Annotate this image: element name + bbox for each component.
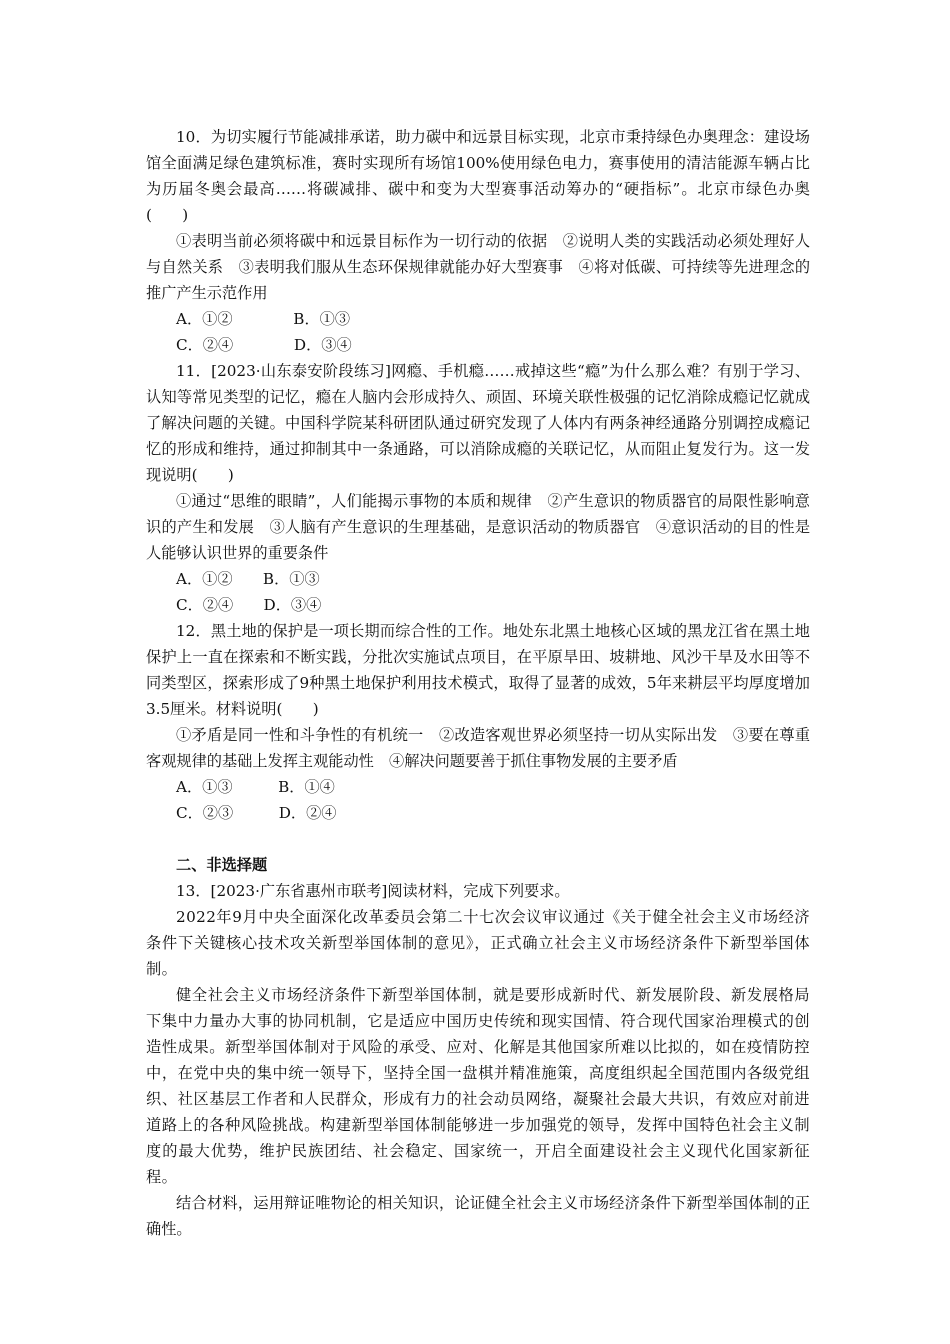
question-11-choices: ①通过“思维的眼睛”，人们能揭示事物的本质和规律 ②产生意识的物质器官的局限性影响意识的产生和发展 ③人脑有产生意识的生理基础，是意识活动的物质器官 ④意识活动的目的性是人能够认识世界的重要条件 — [146, 492, 810, 562]
question-12-options-row-2: C．②③ D．②④ — [176, 804, 337, 822]
question-13-stem: 13．[2023·广东省惠州市联考]阅读材料，完成下列要求。 — [176, 882, 570, 900]
question-12-choices: ①矛盾是同一性和斗争性的有机统一 ②改造客观世界必须坚持一切从实际出发 ③要在尊重客观规律的基础上发挥主观能动性 ④解决问题要善于抓住事物发展的主要矛盾 — [146, 726, 810, 770]
question-12-options-row-1: A．①③ B．①④ — [176, 778, 335, 796]
question-10-options-row-1: A．①② B．①③ — [176, 310, 351, 328]
reading-material — [146, 904, 810, 1190]
question-12-stem: 12．黑土地的保护是一项长期而综合性的工作。地处东北黑土地核心区域的黑龙江省在黑土地保护上一直在探索和不断实践，分批次实施试点项目，在平原旱田、坡耕地、风沙干旱及水田等不同类型区，探索形成了9种黑土地保护利用技术模式，取得了显著的成效，5年来耕层平均厚度增加3.5厘米。材料说明( ) — [146, 622, 810, 718]
question-11-stem: 11．[2023·山东泰安阶段练习]网瘾、手机瘾……戒掉这些“瘾”为什么那么难？有别于学习、认知等常见类型的记忆，瘾在人脑内会形成持久、顽固、环境关联性极强的记忆消除成瘾记忆就成了解决问题的关键。中国科学院某科研团队通过研究发现了人体内有两条神经通路分别调控成瘾记忆的形成和维持，通过抑制其中一条通路，可以消除成瘾的关联记忆，从而阻止复发行为。这一发现说明( ) — [146, 362, 810, 484]
document-content — [146, 124, 810, 1242]
question-11-options-row-1: A．①② B．①③ — [176, 570, 320, 588]
question-10-options-row-2: C．②④ D．③④ — [176, 336, 352, 354]
section-heading: 二、非选择题 — [176, 856, 268, 874]
question-10-choices: ①表明当前必须将碳中和远景目标作为一切行动的依据 ②说明人类的实践活动必须处理好人与自然关系 ③表明我们服从生态环保规律就能办好大型赛事 ④将对低碳、可持续等先进理念的推广产生示范作用 — [146, 232, 810, 302]
material-paragraph-1: 2022年9月中央全面深化改革委员会第二十七次会议审议通过《关于健全社会主义市场经济条件下关键核心技术攻关新型举国体制的意见》，正式确立社会主义市场经济条件下新型举国体制。 — [146, 908, 810, 978]
question-11-options-row-2: C．②④ D．③④ — [176, 596, 322, 614]
question-13-task: 结合材料，运用辩证唯物论的相关知识，论证健全社会主义市场经济条件下新型举国体制的正确性。 — [146, 1194, 810, 1238]
material-paragraph-2: 健全社会主义市场经济条件下新型举国体制，就是要形成新时代、新发展阶段、新发展格局下集中力量办大事的协同机制，它是适应中国历史传统和现实国情、符合现代国家治理模式的创造性成果。新型举国体制对于风险的承受、应对、化解是其他国家所难以比拟的，如在疫情防控中，在党中央的集中统一领导下，坚持全国一盘棋并精准施策，高度组织起全国范围内各级党组织、社区基层工作者和人民群众，形成有力的社会动员网络，凝聚社会最大共识，有效应对前进道路上的各种风险挑战。构建新型举国体制能够进一步加强党的领导，发挥中国特色社会主义制度的最大优势，维护民族团结、社会稳定、国家统一，开启全面建设社会主义现代化国家新征程。 — [146, 986, 810, 1186]
question-10-stem: 10．为切实履行节能减排承诺，助力碳中和远景目标实现，北京市秉持绿色办奥理念：建设场馆全面满足绿色建筑标准，赛时实现所有场馆100%使用绿色电力，赛事使用的清洁能源车辆占比为历届冬奥会最高……将碳减排、碳中和变为大型赛事活动筹办的“硬指标”。北京市绿色办奥( ) — [146, 128, 810, 224]
section-spacer — [146, 826, 810, 852]
